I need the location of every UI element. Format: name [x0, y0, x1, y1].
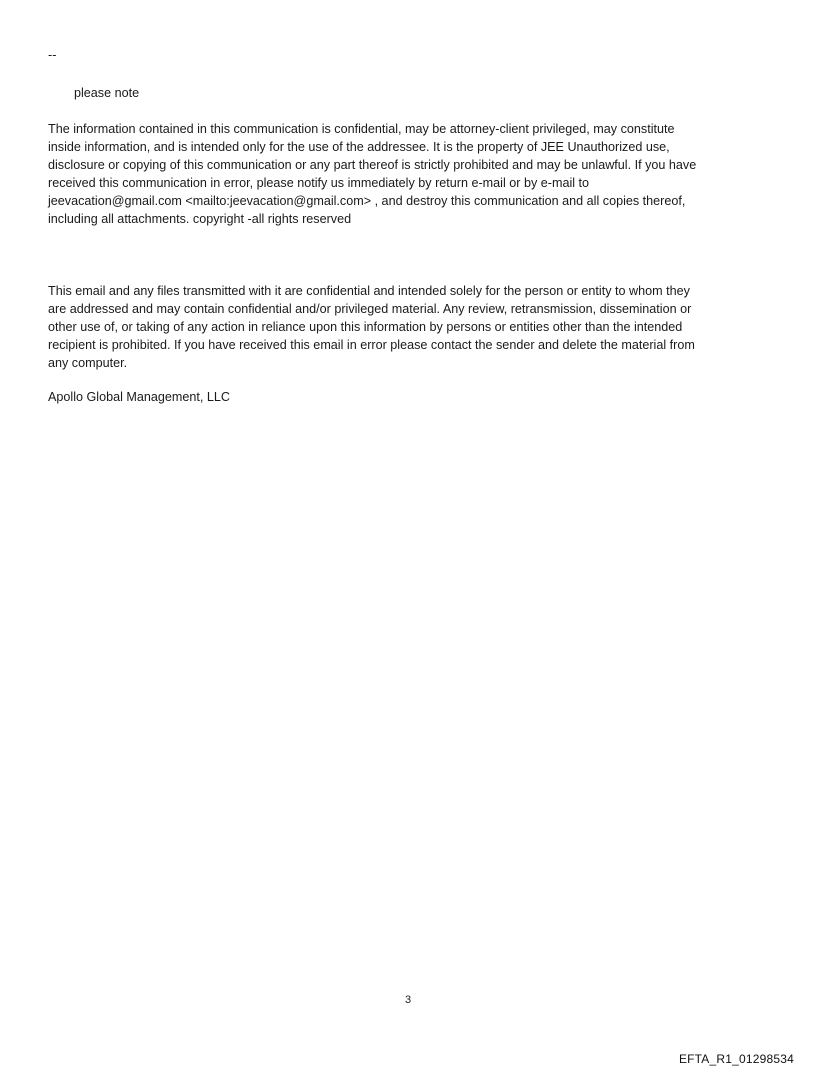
- bates-number: EFTA_R1_01298534: [678, 1052, 794, 1066]
- disclaimer-line: disclosure or copying of this communication or any part thereof is strictly prohibited and may be unlawful. If you have: [48, 158, 697, 172]
- confidentiality-line: are addressed and may contain confidential and/or privileged material. Any review, retransmission, dissemination or: [48, 302, 692, 316]
- disclaimer-line: inside information, and is intended only for the use of the addressee. It is the property of JEE Unauthorized use,: [48, 140, 670, 154]
- disclaimer-line: including all attachments. copyright -all rights reserved: [48, 212, 352, 226]
- confidentiality-line: any computer.: [48, 356, 128, 370]
- disclaimer-line: The information contained in this communication is confidential, may be attorney-client privileged, may constitute: [48, 122, 675, 136]
- disclaimer-paragraph: [48, 120, 768, 228]
- signature-separator: --: [48, 48, 57, 62]
- note-line: please note: [74, 86, 140, 100]
- confidentiality-line: recipient is prohibited. If you have received this email in error please contact the sender and delete the material from: [48, 338, 695, 352]
- company-name: Apollo Global Management, LLC: [48, 390, 231, 404]
- disclaimer-line: received this communication in error, please notify us immediately by return e-mail or by e-mail to: [48, 176, 590, 190]
- confidentiality-paragraph: [48, 282, 768, 372]
- disclaimer-line: jeevacation@gmail.com <mailto:jeevacation@gmail.com> , and destroy this communication and all copies thereof,: [48, 194, 686, 208]
- page-number: 3: [404, 994, 412, 1006]
- confidentiality-line: This email and any files transmitted with it are confidential and intended solely for the person or entity to whom they: [48, 284, 690, 298]
- confidentiality-line: other use of, or taking of any action in reliance upon this information by persons or entities other than the intended: [48, 320, 683, 334]
